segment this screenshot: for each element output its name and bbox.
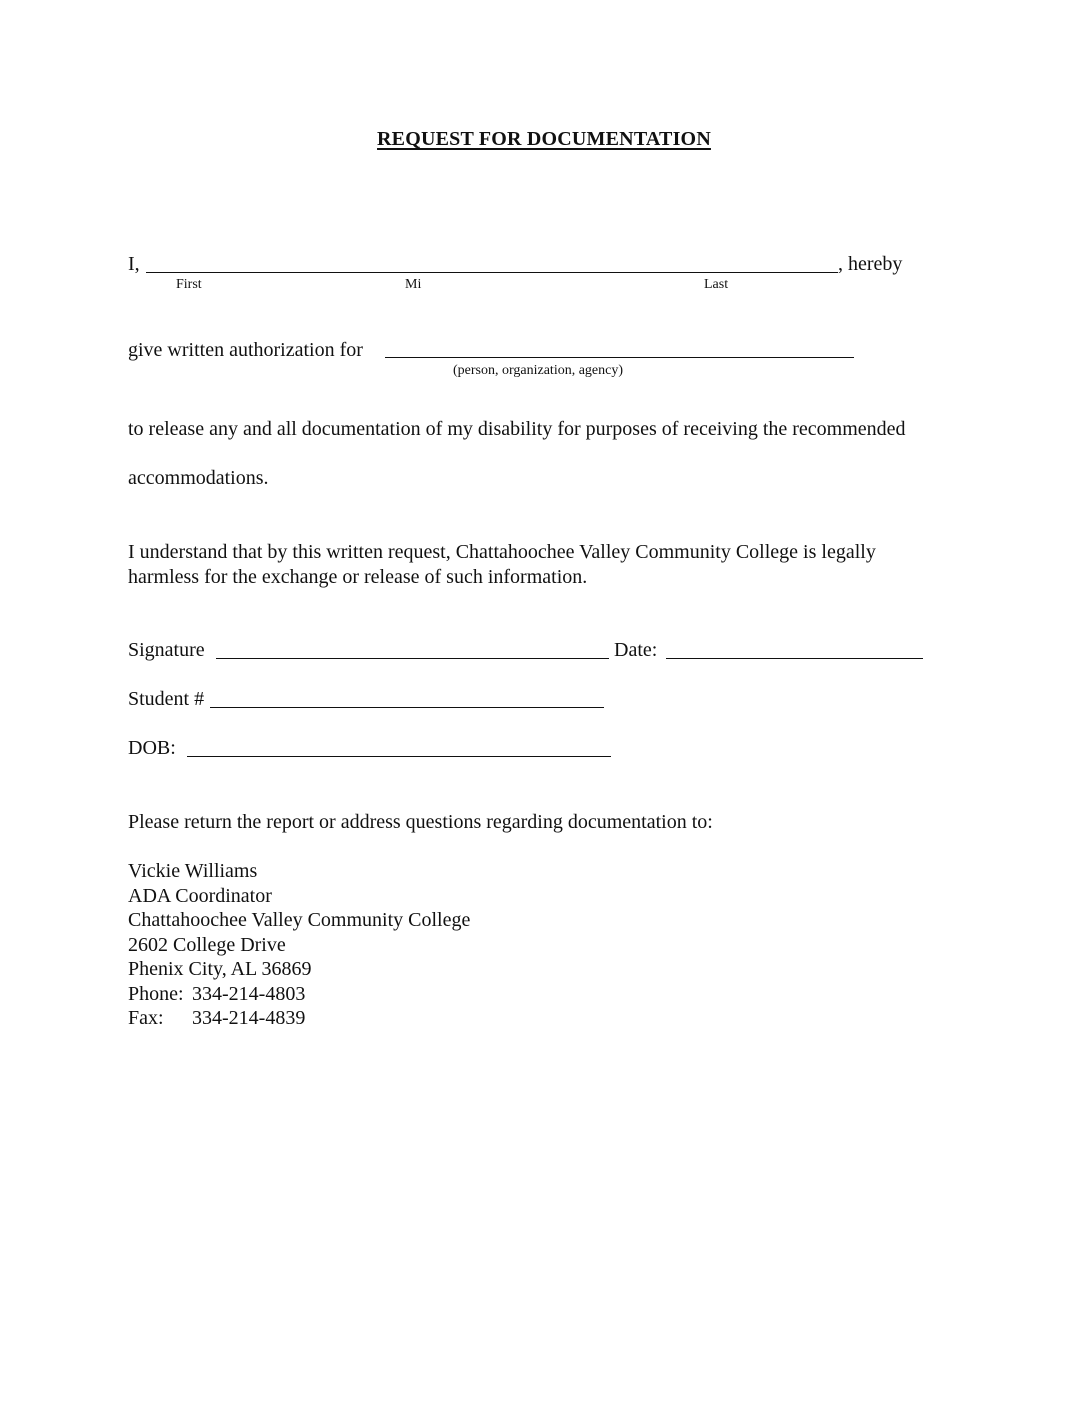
dob-field[interactable]	[187, 756, 611, 757]
understand-text-line1: I understand that by this written request, Chattahoochee Valley Community College is legally	[128, 541, 876, 563]
contact-fax: 334-214-4839	[192, 1007, 306, 1029]
contact-phone: 334-214-4803	[192, 983, 306, 1005]
signature-label: Signature	[128, 639, 205, 661]
contact-phone-label: Phone:	[128, 983, 184, 1005]
student-number-field[interactable]	[210, 707, 604, 708]
signature-field[interactable]	[216, 658, 609, 659]
middle-initial-sublabel: Mi	[405, 277, 422, 292]
contact-city-state-zip: Phenix City, AL 36869	[128, 958, 312, 980]
name-line-prefix: I,	[128, 253, 140, 275]
return-instruction: Please return the report or address questions regarding documentation to:	[128, 811, 713, 833]
student-number-label: Student #	[128, 688, 205, 710]
dob-label: DOB:	[128, 737, 176, 759]
contact-institution: Chattahoochee Valley Community College	[128, 909, 471, 931]
last-name-sublabel: Last	[704, 277, 729, 292]
document-title: REQUEST FOR DOCUMENTATION	[377, 128, 711, 150]
contact-name: Vickie Williams	[128, 860, 258, 882]
contact-street: 2602 College Drive	[128, 934, 286, 956]
name-line-suffix: , hereby	[838, 253, 903, 275]
release-text-line1: to release any and all documentation of my disability for purposes of receiving the recommended	[128, 418, 906, 440]
date-field[interactable]	[666, 658, 923, 659]
first-name-sublabel: First	[176, 277, 202, 292]
authorized-party-sublabel: (person, organization, agency)	[453, 363, 624, 378]
understand-text-line2: harmless for the exchange or release of such information.	[128, 566, 588, 588]
contact-fax-label: Fax:	[128, 1007, 164, 1029]
contact-role: ADA Coordinator	[128, 885, 272, 907]
authorized-party-field[interactable]	[385, 357, 854, 358]
authorization-prefix: give written authorization for	[128, 339, 363, 361]
name-field[interactable]	[146, 272, 838, 273]
date-label: Date:	[614, 639, 658, 661]
release-text-line2: accommodations.	[128, 467, 269, 489]
